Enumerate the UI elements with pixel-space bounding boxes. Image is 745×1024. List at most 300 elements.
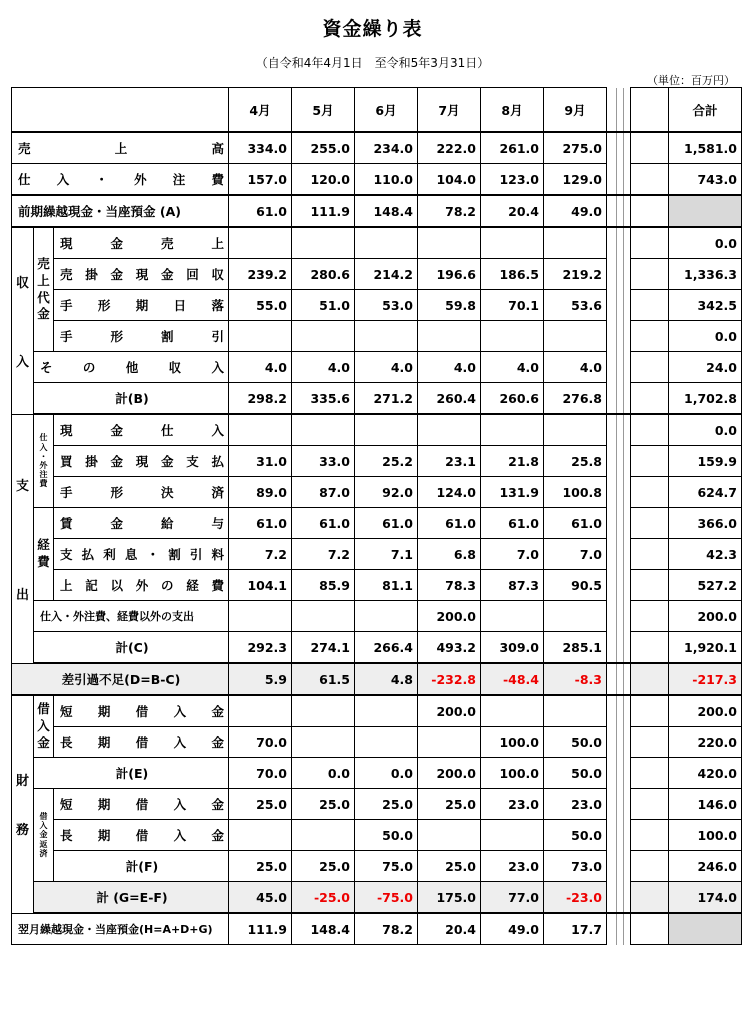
interest-value: 7.2 [229,539,292,570]
ar_collection-value: 219.2 [544,259,607,290]
note_settle-value: 131.9 [481,477,544,508]
borrow_total_e-value: 0.0 [355,758,418,789]
carryover_a-value: 111.9 [292,195,355,227]
purchase-value: 129.0 [544,164,607,196]
other_payment-value [481,601,544,632]
month-header: 8月 [481,88,544,133]
lt_borrow-value [355,727,418,758]
repay_total_f-value: 73.0 [544,851,607,882]
month-header: 5月 [292,88,355,133]
row-lt_borrow [12,727,742,758]
row-carryover_h [12,913,742,945]
wages-label: 賃金給与 [54,508,229,539]
blank-column [631,695,669,727]
st_repay-value: 25.0 [292,789,355,820]
break-column [607,414,631,446]
row-wages [12,508,742,539]
month-header: 6月 [355,88,418,133]
interest-value: 7.2 [292,539,355,570]
row-other_income [12,352,742,383]
ar_collection-value: 196.6 [418,259,481,290]
break-column [607,851,631,882]
break-column [607,477,631,508]
ar_collection-label: 売掛金現金回収 [54,259,229,290]
row-note_discount [12,321,742,352]
lt_borrow-value: 70.0 [229,727,292,758]
ap_payment-total: 159.9 [669,446,742,477]
borrow_total_e-value: 200.0 [418,758,481,789]
blank-column [631,601,669,632]
row-note_settle [12,477,742,508]
unit-text: （単位：百万円） [647,74,735,87]
row-carryover_a [12,195,742,227]
month-header: 9月 [544,88,607,133]
note_settle-total: 624.7 [669,477,742,508]
ar_collection-value: 280.6 [292,259,355,290]
blank-column [631,88,669,133]
diff_d-value: 4.8 [355,663,418,695]
income_total_b-value: 260.4 [418,383,481,415]
finance_total_g-value: 77.0 [481,882,544,914]
blank-column [631,508,669,539]
st_repay-value: 25.0 [418,789,481,820]
blank-column [631,132,669,164]
other_expense-value: 85.9 [292,570,355,601]
st_repay-value: 23.0 [481,789,544,820]
other_income-value: 4.0 [229,352,292,383]
break-column [607,913,631,945]
blank-column [631,414,669,446]
interest-total: 42.3 [669,539,742,570]
lt_borrow-value: 100.0 [481,727,544,758]
blank-column [631,789,669,820]
interest-value: 7.0 [544,539,607,570]
break-column [607,820,631,851]
blank-column [631,227,669,259]
wages-value: 61.0 [481,508,544,539]
carryover_h-value: 20.4 [418,913,481,945]
blank-column [631,383,669,415]
break-column [607,632,631,664]
blank-column [631,570,669,601]
borrow_total_e-value: 70.0 [229,758,292,789]
other_income-total: 24.0 [669,352,742,383]
break-column [607,882,631,914]
income_total_b-value: 260.6 [481,383,544,415]
row-st_repay [12,789,742,820]
row-other_payment [12,601,742,632]
blank-column [631,195,669,227]
expense_total_c-total: 1,920.1 [669,632,742,664]
section-finance_sub_borrow: 借 入 金 [34,695,54,758]
st_repay-value: 23.0 [544,789,607,820]
note_discount-value [229,321,292,352]
row-expense_total_c [12,632,742,664]
carryover_h-label: 翌月繰越現金・当座預金(H=A+D+G) [12,913,229,945]
income_total_b-value: 335.6 [292,383,355,415]
diff_d-label: 差引過不足(D=B-C) [12,663,229,695]
st_borrow-value [481,695,544,727]
blank-column [631,758,669,789]
other_income-value: 4.0 [544,352,607,383]
row-sales [12,132,742,164]
purchase-label: 仕入・外注費 [12,164,229,196]
blank-column [631,539,669,570]
break-column [607,195,631,227]
other_expense-total: 527.2 [669,570,742,601]
lt_repay-value [481,820,544,851]
row-purchase [12,164,742,196]
st_borrow-total: 200.0 [669,695,742,727]
section-expense_sub_purchase: 仕 入 ・ 外 注 費 [34,414,54,508]
finance_total_g-value: -23.0 [544,882,607,914]
blank-column [631,913,669,945]
repay_total_f-value: 75.0 [355,851,418,882]
diff_d-value: -232.8 [418,663,481,695]
break-column [607,601,631,632]
note_settle-label: 手形決済 [54,477,229,508]
period-text: （自令和4年4月1日 至令和5年3月31日） [255,56,490,70]
break-column [607,227,631,259]
lt_borrow-value [292,727,355,758]
other_payment-value [292,601,355,632]
other_payment-value [355,601,418,632]
st_repay-label: 短期借入金 [54,789,229,820]
row-st_borrow [12,695,742,727]
carryover_h-value: 78.2 [355,913,418,945]
other_payment-total: 200.0 [669,601,742,632]
blank-column [631,477,669,508]
note_discount-value [355,321,418,352]
cash_purchase-value [481,414,544,446]
cash_sales-value [544,227,607,259]
note_due-value: 53.0 [355,290,418,321]
cash_sales-value [481,227,544,259]
row-lt_repay [12,820,742,851]
note_settle-value: 89.0 [229,477,292,508]
blank-column [631,820,669,851]
row-diff_d [12,663,742,695]
break-column [607,508,631,539]
diff_d-value: -48.4 [481,663,544,695]
interest-value: 7.1 [355,539,418,570]
ap_payment-value: 21.8 [481,446,544,477]
cash_sales-value [418,227,481,259]
expense_total_c-value: 309.0 [481,632,544,664]
break-column [607,446,631,477]
break-column [607,164,631,196]
row-note_due [12,290,742,321]
section-expense_sub_cost: 経 費 [34,508,54,601]
purchase-total: 743.0 [669,164,742,196]
section-income: 収 入 [12,227,34,414]
note_discount-total: 0.0 [669,321,742,352]
header-blank [12,88,229,133]
carryover_a-value: 148.4 [355,195,418,227]
blank-column [631,882,669,914]
cash_purchase-value [292,414,355,446]
borrow_total_e-value: 50.0 [544,758,607,789]
cash_sales-label: 現金売上 [54,227,229,259]
ap_payment-value: 23.1 [418,446,481,477]
income_total_b-total: 1,702.8 [669,383,742,415]
expense_total_c-value: 292.3 [229,632,292,664]
carryover_a-value: 49.0 [544,195,607,227]
finance_total_g-value: 175.0 [418,882,481,914]
lt_repay-value: 50.0 [355,820,418,851]
lt_borrow-value: 50.0 [544,727,607,758]
cash-flow-table [11,87,742,945]
other_payment-value [229,601,292,632]
carryover_a-label: 前期繰越現金・当座預金 (A) [12,195,229,227]
interest-label: 支払利息・割引料 [54,539,229,570]
purchase-value: 110.0 [355,164,418,196]
sales-value: 255.0 [292,132,355,164]
st_borrow-value: 200.0 [418,695,481,727]
blank-column [631,259,669,290]
break-column [607,695,631,727]
finance_total_g-value: -25.0 [292,882,355,914]
break-column [607,132,631,164]
break-column [607,383,631,415]
st_repay-value: 25.0 [229,789,292,820]
cash_purchase-value [355,414,418,446]
sales-value: 334.0 [229,132,292,164]
note_discount-label: 手形割引 [54,321,229,352]
sales-label: 売上高 [12,132,229,164]
note_settle-value: 124.0 [418,477,481,508]
lt_repay-label: 長期借入金 [54,820,229,851]
break-column [607,570,631,601]
wages-value: 61.0 [544,508,607,539]
repay_total_f-value: 25.0 [229,851,292,882]
wages-value: 61.0 [229,508,292,539]
break-column [607,352,631,383]
cash_purchase-value [229,414,292,446]
break-column [607,539,631,570]
ap_payment-label: 買掛金現金支払 [54,446,229,477]
blank-column [631,321,669,352]
carryover_a-value: 78.2 [418,195,481,227]
sales-total: 1,581.0 [669,132,742,164]
repay_total_f-total: 246.0 [669,851,742,882]
lt_repay-total: 100.0 [669,820,742,851]
note_discount-value [544,321,607,352]
break-column [607,663,631,695]
lt_repay-value [418,820,481,851]
diff_d-value: 5.9 [229,663,292,695]
blank-column [631,851,669,882]
diff_d-value: -8.3 [544,663,607,695]
other_income-value: 4.0 [418,352,481,383]
carryover_a-value: 20.4 [481,195,544,227]
finance_total_g-label: 計 (G=E-F) [34,882,229,914]
st_borrow-value [292,695,355,727]
borrow_total_e-value: 0.0 [292,758,355,789]
ap_payment-value: 25.8 [544,446,607,477]
note_settle-value: 92.0 [355,477,418,508]
break-column [607,321,631,352]
cash_sales-total: 0.0 [669,227,742,259]
repay_total_f-value: 25.0 [418,851,481,882]
interest-value: 6.8 [418,539,481,570]
blank-column [631,663,669,695]
other_expense-value: 104.1 [229,570,292,601]
blank-column [631,290,669,321]
income_total_b-value: 271.2 [355,383,418,415]
note_settle-value: 100.8 [544,477,607,508]
repay_total_f-value: 25.0 [292,851,355,882]
break-column [607,727,631,758]
ar_collection-value: 214.2 [355,259,418,290]
ap_payment-value: 31.0 [229,446,292,477]
st_borrow-value [544,695,607,727]
month-header: 4月 [229,88,292,133]
borrow_total_e-value: 100.0 [481,758,544,789]
page-title: 資金繰り表 [322,18,423,40]
sales-value: 222.0 [418,132,481,164]
cash_purchase-value [418,414,481,446]
note_due-label: 手形期日落 [54,290,229,321]
st_borrow-value [229,695,292,727]
blank-column [631,164,669,196]
row-cash_purchase [12,414,742,446]
header-row [12,88,742,133]
other_expense-value: 90.5 [544,570,607,601]
diff_d-value: 61.5 [292,663,355,695]
row-interest [12,539,742,570]
carryover_h-value: 49.0 [481,913,544,945]
purchase-value: 157.0 [229,164,292,196]
row-ap_payment [12,446,742,477]
row-borrow_total_e [12,758,742,789]
other_income-label: その他収入 [34,352,229,383]
row-cash_sales [12,227,742,259]
lt_repay-value [292,820,355,851]
finance_total_g-total: 174.0 [669,882,742,914]
month-header: 7月 [418,88,481,133]
wages-value: 61.0 [292,508,355,539]
section-income_sub_sales: 売 上 代 金 [34,227,54,352]
expense_total_c-value: 274.1 [292,632,355,664]
other_payment-label: 仕入・外注費、経費以外の支出 [34,601,229,632]
ap_payment-value: 33.0 [292,446,355,477]
sales-value: 275.0 [544,132,607,164]
other_expense-value: 81.1 [355,570,418,601]
lt_repay-value [229,820,292,851]
carryover_a-value: 61.0 [229,195,292,227]
lt_borrow-total: 220.0 [669,727,742,758]
cash_sales-value [355,227,418,259]
st_borrow-value [355,695,418,727]
other_expense-value: 78.3 [418,570,481,601]
row-finance_total_g [12,882,742,914]
sales-value: 261.0 [481,132,544,164]
carryover_h-value: 17.7 [544,913,607,945]
note_due-value: 55.0 [229,290,292,321]
note_due-total: 342.5 [669,290,742,321]
st_repay-value: 25.0 [355,789,418,820]
blank-column [631,727,669,758]
st_borrow-label: 短期借入金 [54,695,229,727]
borrow_total_e-total: 420.0 [669,758,742,789]
other_expense-label: 上記以外の経費 [54,570,229,601]
note_due-value: 59.8 [418,290,481,321]
finance_total_g-value: -75.0 [355,882,418,914]
borrow_total_e-label: 計(E) [34,758,229,789]
ar_collection-value: 239.2 [229,259,292,290]
row-income_total_b [12,383,742,415]
other_payment-value: 200.0 [418,601,481,632]
st_repay-total: 146.0 [669,789,742,820]
note_settle-value: 87.0 [292,477,355,508]
carryover_a-total [669,195,742,227]
cash_purchase-total: 0.0 [669,414,742,446]
break-column [607,290,631,321]
income_total_b-value: 298.2 [229,383,292,415]
row-repay_total_f [12,851,742,882]
blank-column [631,352,669,383]
cash_purchase-label: 現金仕入 [54,414,229,446]
other_income-value: 4.0 [355,352,418,383]
break-column [607,789,631,820]
purchase-value: 104.0 [418,164,481,196]
purchase-value: 123.0 [481,164,544,196]
income_total_b-label: 計(B) [34,383,229,415]
purchase-value: 120.0 [292,164,355,196]
section-expense: 支 出 [12,414,34,663]
note_due-value: 51.0 [292,290,355,321]
repay_total_f-label: 計(F) [54,851,229,882]
lt_repay-value: 50.0 [544,820,607,851]
lt_borrow-value [418,727,481,758]
blank-column [631,446,669,477]
lt_borrow-label: 長期借入金 [54,727,229,758]
note_discount-value [418,321,481,352]
note_due-value: 53.6 [544,290,607,321]
ar_collection-value: 186.5 [481,259,544,290]
wages-value: 61.0 [418,508,481,539]
carryover_h-value: 111.9 [229,913,292,945]
section-finance_sub_repay: 借 入 金 返 済 [34,789,54,882]
cash_sales-value [229,227,292,259]
note_discount-value [292,321,355,352]
blank-column [631,632,669,664]
diff_d-total: -217.3 [669,663,742,695]
carryover_h-total [669,913,742,945]
expense_total_c-value: 266.4 [355,632,418,664]
break-column [607,758,631,789]
ap_payment-value: 25.2 [355,446,418,477]
expense_total_c-label: 計(C) [34,632,229,664]
ar_collection-total: 1,336.3 [669,259,742,290]
finance_total_g-value: 45.0 [229,882,292,914]
wages-total: 366.0 [669,508,742,539]
repay_total_f-value: 23.0 [481,851,544,882]
note_due-value: 70.1 [481,290,544,321]
row-ar_collection [12,259,742,290]
expense_total_c-value: 493.2 [418,632,481,664]
break-column [607,88,631,133]
income_total_b-value: 276.8 [544,383,607,415]
expense_total_c-value: 285.1 [544,632,607,664]
row-other_expense [12,570,742,601]
other_payment-value [544,601,607,632]
carryover_h-value: 148.4 [292,913,355,945]
other_expense-value: 87.3 [481,570,544,601]
total-header: 合計 [669,88,742,133]
note_discount-value [481,321,544,352]
